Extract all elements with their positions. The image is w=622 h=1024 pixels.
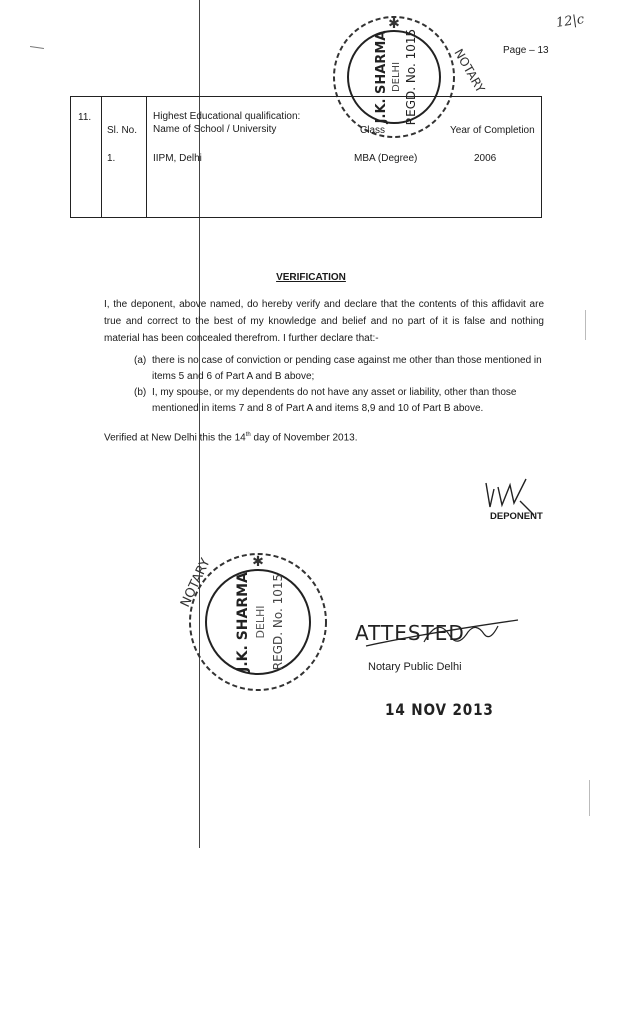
table-cell-class: MBA (Degree) <box>354 153 418 164</box>
date-stamp: 14 NOV 2013 <box>385 700 494 719</box>
notary-label: Notary Public Delhi <box>368 661 462 673</box>
verification-paragraph: I, the deponent, above named, do hereby verify and declare that the contents of this affidavit are true and correct to the best of my knowledge and belief and no part of it is false and nothing material has been concealed therefrom. I further declare that:- <box>104 299 544 344</box>
class-header: Class <box>360 125 386 136</box>
table-row-number: 11. <box>78 112 92 123</box>
attested-stamp: ATTESTED <box>355 621 465 645</box>
qualification-table <box>70 96 542 218</box>
seal-regd: REGD. No. 1015 <box>404 28 418 126</box>
qualification-header: Highest Educational qualification: <box>153 111 301 122</box>
sl-no-header: Sl. No. <box>107 125 138 136</box>
notary-seal-bottom <box>168 548 348 696</box>
item-label: (a) <box>134 355 147 366</box>
year-header: Year of Completion <box>450 125 535 136</box>
seal-city: DELHI <box>254 605 267 639</box>
seal-ring-text: NOTARY <box>178 556 214 610</box>
handwritten-page-number: 12|c <box>555 12 586 31</box>
margin-dash <box>30 46 44 49</box>
table-cell-sl: 1. <box>107 153 116 164</box>
page-number: Page – 13 <box>503 45 549 56</box>
table-cell-year: 2006 <box>474 153 497 164</box>
item-label: (b) <box>134 387 147 398</box>
deponent-label: DEPONENT <box>490 511 543 522</box>
seal-name: J.K. SHARMA <box>235 572 251 672</box>
verified-statement: Verified at New Delhi this the 14th day of November 2013. <box>104 432 358 444</box>
seal-ring-text: NOTARY <box>451 46 488 96</box>
seal-city: DELHI <box>391 61 402 93</box>
seal-regd: REGD. No. 1015 <box>271 573 285 671</box>
declaration-item <box>134 353 546 385</box>
item-text: there is no case of conviction or pending case against me other than those mentioned in items 5 and 6 of Part A and B above; <box>152 355 542 382</box>
table-column-divider <box>101 97 102 217</box>
scan-mark <box>589 780 590 816</box>
seal-name: J.K. SHARMA <box>374 30 389 124</box>
svg-text:✱: ✱ <box>388 16 400 32</box>
notary-signature <box>360 612 525 657</box>
verification-heading: VERIFICATION <box>276 272 346 283</box>
school-header: Name of School / University <box>153 124 277 135</box>
svg-text:✱: ✱ <box>252 554 264 570</box>
table-cell-school: IIPM, Delhi <box>153 153 202 164</box>
declaration-item <box>134 385 546 417</box>
scan-mark <box>585 310 586 340</box>
table-column-divider <box>146 97 147 217</box>
item-text: I, my spouse, or my dependents do not have any asset or liability, other than those mentioned in items 7 and 8 of Part A and items 8,9 and 10 of Part B above. <box>152 387 517 414</box>
